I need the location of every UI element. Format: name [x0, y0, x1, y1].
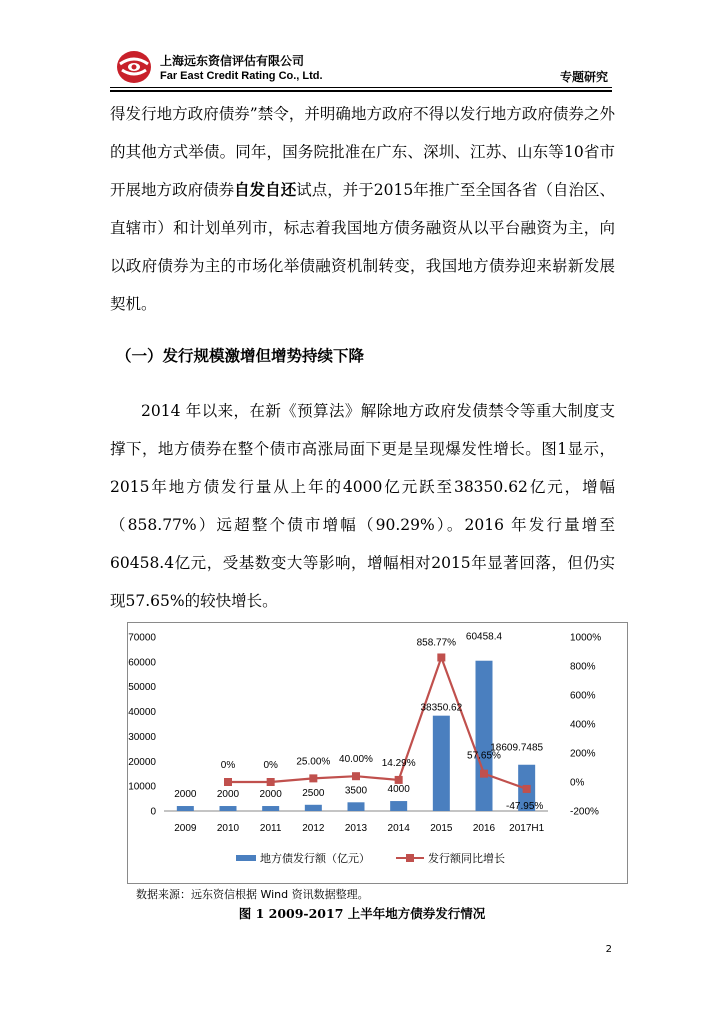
- source-note: 数据来源：远东资信根据 Wind 资讯数据整理。: [136, 888, 369, 901]
- growth-point: [395, 776, 403, 784]
- company-name-en: Far East Credit Rating Co., Ltd.: [160, 70, 323, 82]
- growth-point: [480, 770, 488, 778]
- intro-text-b: 试点，并于2015年推广至全国各省（自治区、直辖市）和计划单列市，标志着我国地方债务融资从以平台融资为主，向以政府债券为主的市场化举债融资机制转变，我国地方债券迎来崭新发展契机。: [110, 181, 615, 313]
- left-axis-tick-label: 40000: [128, 707, 156, 719]
- x-axis-tick-label: 2014: [387, 823, 410, 834]
- header-divider: [110, 87, 612, 88]
- intro-text-a: 得发行地方政府债券”禁令，并明确地方政府不得以发行地方政府债券之外的其他方式举债。同年，国务院批准在广东、深圳、江苏、山东等10省市开展地方政府债券: [110, 105, 615, 199]
- left-axis-tick-label: 30000: [128, 731, 156, 743]
- line-data-label: 40.00%: [339, 754, 373, 766]
- bar-data-label: 18609.7485: [490, 742, 544, 754]
- right-axis-tick-label: 1000%: [570, 632, 602, 644]
- header-divider-thick: [110, 90, 612, 92]
- right-axis-tick-label: 600%: [570, 690, 596, 702]
- legend-line-label: 发行额同比增长: [428, 853, 505, 865]
- left-axis-tick-label: 20000: [128, 756, 156, 768]
- line-data-label: -47.95%: [506, 800, 544, 812]
- bar-data-label: 4000: [387, 784, 410, 796]
- left-axis-tick-label: 0: [150, 806, 156, 818]
- bar: [476, 661, 493, 811]
- body-paragraph: 2014 年以来，在新《预算法》解除地方政府发债禁令等重大制度支撑下，地方债券在整个债市高涨局面下更是呈现爆发性增长。图1显示，2015年地方债发行量从上年的4000亿元跃至38350.62亿元，增幅（858.77%）远超整个债市增幅（90.29%）。2016 年发行量增至60458.4亿元，受基数变大等影响，增幅相对2015年显著回落，但仍实现57.65%的较快增长。: [110, 402, 615, 610]
- line-data-label: 25.00%: [296, 756, 331, 768]
- intro-paragraph: [110, 95, 615, 323]
- line-data-label: 0%: [220, 760, 236, 771]
- bar-data-label: 60458.4: [465, 631, 503, 643]
- growth-point: [309, 774, 317, 782]
- growth-point: [437, 653, 445, 661]
- bar-data-label: 2000: [174, 789, 197, 801]
- growth-point: [224, 778, 232, 786]
- left-axis-tick-label: 50000: [128, 682, 156, 694]
- bar: [262, 806, 279, 811]
- page-number: 2: [605, 944, 612, 955]
- x-axis-tick-label: 2012: [302, 823, 325, 834]
- right-axis-tick-label: 400%: [570, 719, 596, 731]
- bar: [220, 806, 237, 811]
- right-axis-tick-label: -200%: [570, 806, 599, 818]
- bar-data-label: 2000: [259, 789, 282, 801]
- x-axis-tick-label: 2016: [472, 823, 496, 834]
- x-axis-tick-label: 2015: [430, 823, 453, 834]
- x-axis-tick-label: 2017H1: [509, 823, 545, 834]
- bar-data-label: 3500: [344, 785, 368, 797]
- legend-bar-swatch: [236, 855, 256, 861]
- legend-bar-label: 地方债发行额（亿元）: [260, 853, 370, 865]
- section-heading: （一）发行规模激增但增势持续下降: [116, 347, 365, 365]
- chart-svg: [128, 623, 627, 883]
- right-axis-tick-label: 800%: [570, 661, 596, 673]
- line-data-label: 14.29%: [381, 757, 416, 769]
- x-axis-tick-label: 2013: [344, 823, 368, 834]
- company-logo: [114, 48, 154, 86]
- right-axis-tick-label: 0%: [570, 777, 585, 789]
- bar-data-label: 2500: [302, 787, 325, 799]
- x-axis-tick-label: 2010: [216, 823, 240, 834]
- left-axis-tick-label: 70000: [128, 632, 156, 644]
- company-name-cn: 上海远东资信评估有限公司: [160, 54, 305, 68]
- bar-data-label: 38350.62: [420, 702, 463, 714]
- x-axis-tick-label: 2009: [174, 823, 197, 834]
- growth-point: [267, 778, 275, 786]
- figure-caption: 图 1 2009-2017 上半年地方债券发行情况: [238, 906, 486, 921]
- bar: [390, 801, 407, 811]
- legend-line-marker: [406, 854, 414, 862]
- right-axis-tick-label: 200%: [570, 748, 596, 760]
- intro-text-bold: 自发自还: [234, 180, 297, 199]
- chart-container: [127, 622, 628, 884]
- bar-data-label: 2000: [216, 789, 240, 801]
- bar: [348, 802, 365, 811]
- left-axis-tick-label: 60000: [128, 657, 156, 669]
- growth-point: [352, 772, 360, 780]
- bar: [433, 716, 450, 811]
- bar: [177, 806, 194, 811]
- growth-point: [523, 785, 531, 793]
- left-axis-tick-label: 10000: [128, 781, 156, 793]
- section-tag: 专题研究: [559, 70, 608, 84]
- line-data-label: 57.65%: [467, 750, 501, 762]
- line-data-label: 858.77%: [416, 637, 457, 649]
- line-data-label: 0%: [263, 760, 278, 771]
- x-axis-tick-label: 2011: [259, 823, 282, 834]
- bar: [305, 805, 322, 811]
